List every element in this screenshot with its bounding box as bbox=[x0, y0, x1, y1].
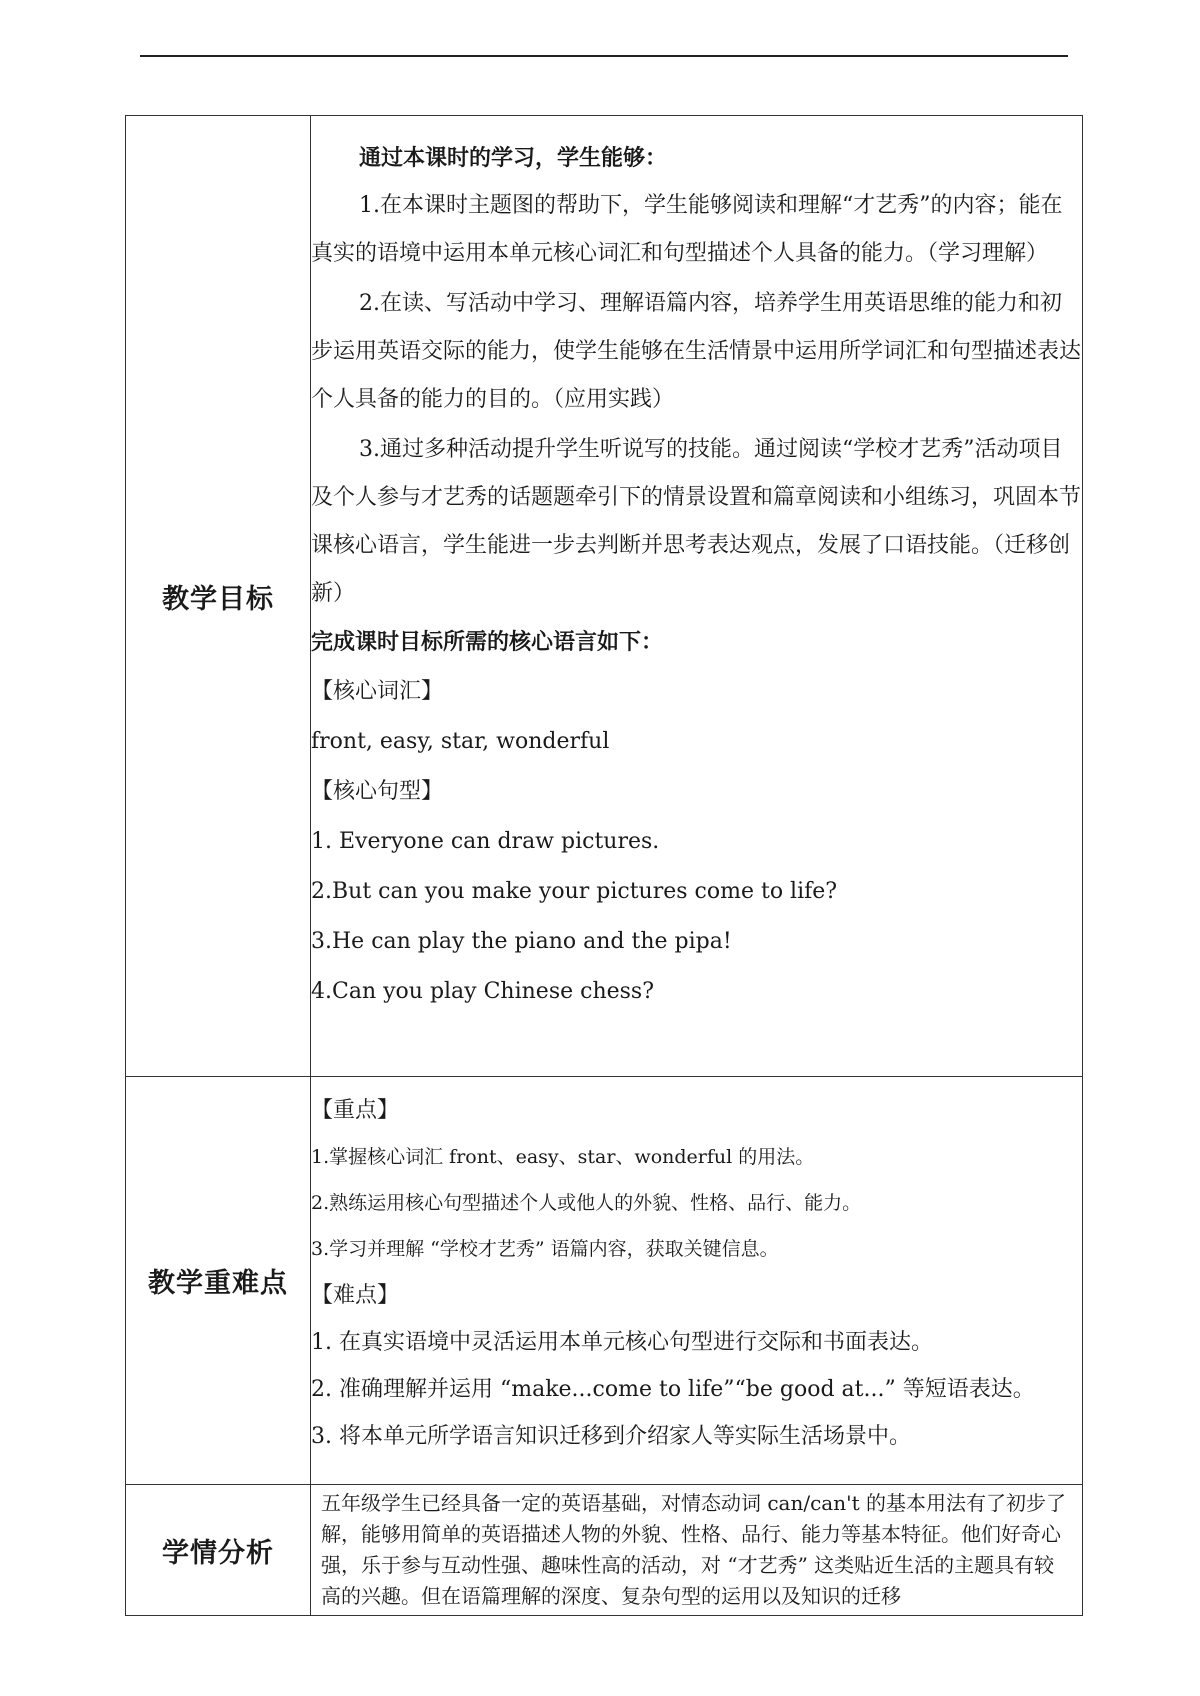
header-rule bbox=[140, 55, 1068, 57]
lesson-plan-table bbox=[125, 115, 1083, 1616]
key-points-row bbox=[126, 1077, 1083, 1485]
difficulty-item: 2. 准确理解并运用 “make...come to life”“be good at...” 等短语表达。 bbox=[311, 1377, 1035, 1402]
sentence-item: 3.He can play the piano and the pipa! bbox=[311, 929, 732, 954]
sentence-item: 2.But can you make your pictures come to life? bbox=[311, 879, 838, 904]
key-points-label: 教学重难点 bbox=[126, 1077, 311, 1485]
objectives-row bbox=[126, 116, 1083, 1077]
focus-item: 2.熟练运用核心句型描述个人或他人的外貌、性格、品行、能力。 bbox=[311, 1192, 862, 1214]
analysis-label: 学情分析 bbox=[126, 1485, 311, 1616]
sentence-heading: 【核心句型】 bbox=[311, 779, 444, 804]
focus-item: 1.掌握核心词汇 front、easy、star、wonderful 的用法。 bbox=[311, 1146, 815, 1168]
objective-item: 1.在本课时主题图的帮助下，学生能够阅读和理解“才艺秀”的内容；能在真实的语境中运用本单元核心词汇和句型描述个人具备的能力。（学习理解） bbox=[311, 193, 1063, 266]
vocab-list: front, easy, star, wonderful bbox=[311, 729, 610, 754]
difficulty-item: 3. 将本单元所学语言知识迁移到介绍家人等实际生活场景中。 bbox=[311, 1424, 911, 1449]
analysis-row bbox=[126, 1485, 1083, 1616]
sentence-item: 1. Everyone can draw pictures. bbox=[311, 829, 660, 854]
focus-item: 3.学习并理解 “学校才艺秀” 语篇内容，获取关键信息。 bbox=[311, 1238, 779, 1260]
core-language-heading: 完成课时目标所需的核心语言如下： bbox=[311, 629, 664, 655]
objectives-content bbox=[311, 116, 1083, 1077]
objectives-intro: 通过本课时的学习，学生能够： bbox=[359, 145, 668, 171]
analysis-text: 五年级学生已经具备一定的英语基础，对情态动词 can/can't 的基本用法有了初步了解，能够用简单的英语描述人物的外貌、性格、品行、能力等基本特征。他们好奇心强，乐于参与互动性强、趣味性高的活动，对 “才艺秀” 这类贴近生活的主题具有较高的兴趣。但在语篇理解的深度、复杂句型的运用以及知识的迁移 bbox=[321, 1491, 1066, 1608]
key-points-content bbox=[311, 1077, 1083, 1485]
difficulty-heading: 【难点】 bbox=[311, 1283, 400, 1308]
objectives-label: 教学目标 bbox=[126, 116, 311, 1077]
vocab-heading: 【核心词汇】 bbox=[311, 679, 444, 704]
sentence-item: 4.Can you play Chinese chess? bbox=[311, 979, 655, 1004]
analysis-content bbox=[311, 1485, 1083, 1616]
objective-item: 3.通过多种活动提升学生听说写的技能。通过阅读“学校才艺秀”活动项目及个人参与才艺秀的话题题牵引下的情景设置和篇章阅读和小组练习，巩固本节课核心语言，学生能进一步去判断并思考表达观点，发展了口语技能。（迁移创新） bbox=[311, 437, 1082, 606]
difficulty-item: 1. 在真实语境中灵活运用本单元核心句型进行交际和书面表达。 bbox=[311, 1330, 933, 1355]
focus-heading: 【重点】 bbox=[311, 1098, 400, 1123]
objective-item: 2.在读、写活动中学习、理解语篇内容，培养学生用英语思维的能力和初步运用英语交际的能力，使学生能够在生活情景中运用所学词汇和句型描述表达个人具备的能力的目的。（应用实践） bbox=[311, 291, 1082, 412]
